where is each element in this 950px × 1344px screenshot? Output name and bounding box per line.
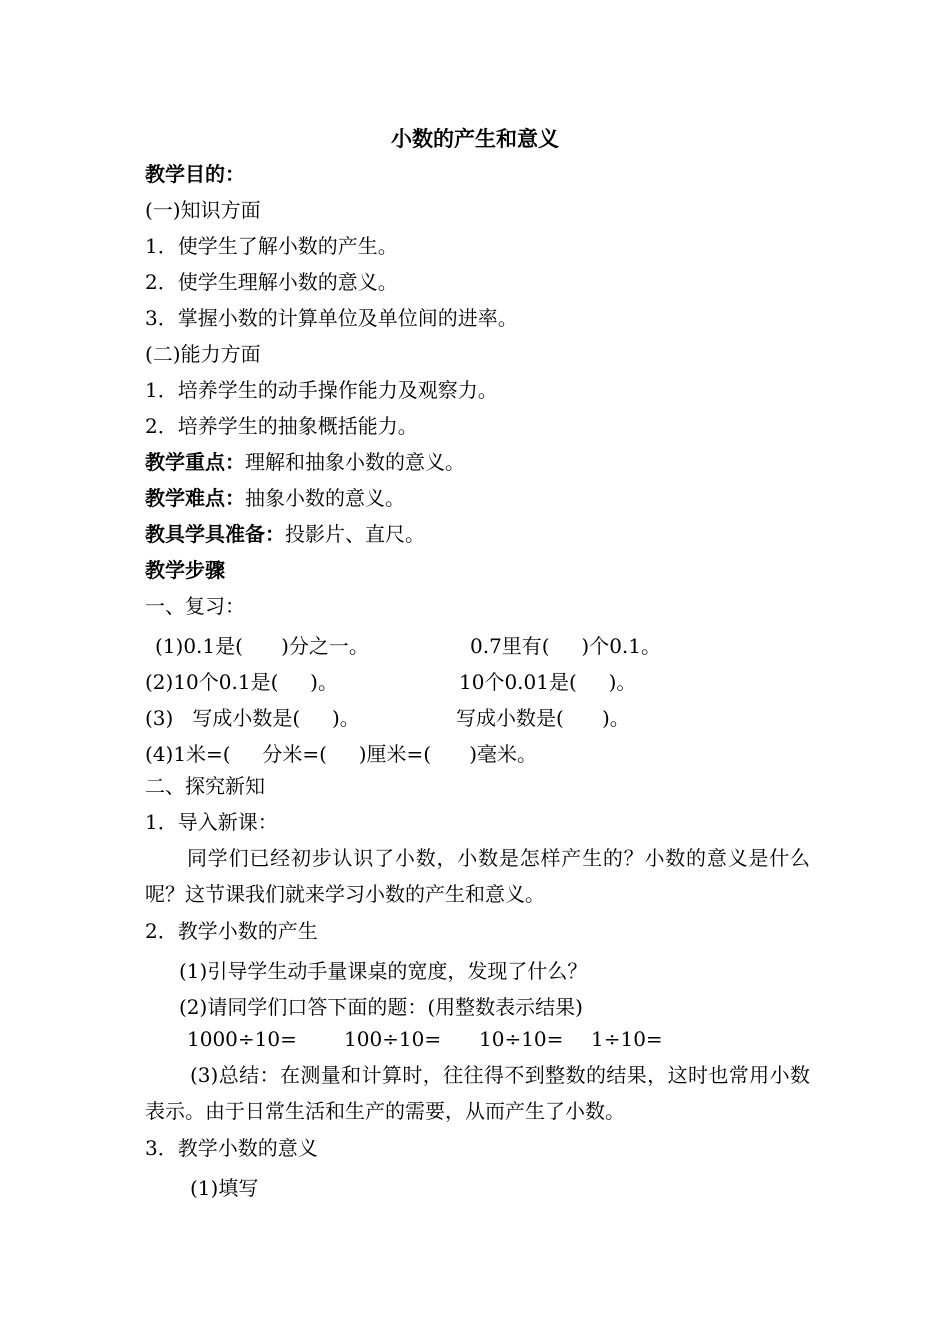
key-point: [145, 450, 465, 474]
difficulty: [145, 486, 405, 510]
knowledge-item: 2．使学生理解小数的意义。: [145, 270, 398, 294]
review-q3a: (3) 写成小数是( )。: [145, 706, 360, 730]
key-point-text: 理解和抽象小数的意义。: [245, 450, 465, 474]
goals-heading: 教学目的：: [145, 162, 245, 186]
difficulty-label: 教学难点：: [145, 486, 245, 510]
materials-label: 教具学具准备：: [145, 522, 285, 546]
calc-item: 1000÷10=: [187, 1027, 297, 1051]
knowledge-item: 3．掌握小数的计算单位及单位间的进率。: [145, 306, 518, 330]
calc-item: 10÷10=: [479, 1027, 564, 1051]
page-title: 小数的产生和意义: [391, 127, 559, 151]
steps-heading: 教学步骤: [145, 558, 225, 582]
review-q4: (4)1米=( 分米=( )厘米=( )毫米。: [145, 742, 538, 766]
review-heading: 一、复习：: [145, 594, 245, 618]
review-q1b: 0.7里有( )个0.1。: [470, 634, 662, 658]
section2-heading: 2．教学小数的产生: [145, 919, 318, 943]
materials-text: 投影片、直尺。: [285, 522, 425, 546]
calc-item: 1÷10=: [591, 1027, 663, 1051]
review-q2a: (2)10个0.1是( )。: [145, 670, 338, 694]
section1-heading: 1．导入新课：: [145, 810, 278, 834]
ability-item: 2．培养学生的抽象概括能力。: [145, 414, 418, 438]
section3-heading: 3．教学小数的意义: [145, 1136, 318, 1160]
section1-paragraph: 同学们已经初步认识了小数，小数是怎样产生的？小数的意义是什么呢？这节课我们就来学习小数的产生和意义。: [145, 846, 810, 906]
knowledge-item: 1．使学生了解小数的产生。: [145, 234, 398, 258]
section3-item1: (1)填写: [190, 1176, 259, 1200]
review-q1a: (1)0.1是( )分之一。: [155, 634, 369, 658]
review-q2b: 10个0.01是( )。: [459, 670, 637, 694]
section2-item1: (1)引导学生动手量课桌的宽度，发现了什么？: [179, 959, 588, 983]
section2-item3: (3)总结：在测量和计算时，往往得不到整数的结果，这时也常用小数表示。由于日常生活和生产的需要，从而产生了小数。: [145, 1063, 810, 1123]
explore-heading: 二、探究新知: [145, 774, 265, 798]
knowledge-heading: (一)知识方面: [145, 198, 261, 222]
calc-item: 100÷10=: [344, 1027, 442, 1051]
difficulty-text: 抽象小数的意义。: [245, 486, 405, 510]
section2-item2: (2)请同学们口答下面的题：(用整数表示结果): [179, 995, 583, 1019]
materials: [145, 522, 425, 546]
review-q3b: 写成小数是( )。: [456, 706, 630, 730]
key-point-label: 教学重点：: [145, 450, 245, 474]
ability-heading: (二)能力方面: [145, 342, 261, 366]
ability-item: 1．培养学生的动手操作能力及观察力。: [145, 378, 498, 402]
